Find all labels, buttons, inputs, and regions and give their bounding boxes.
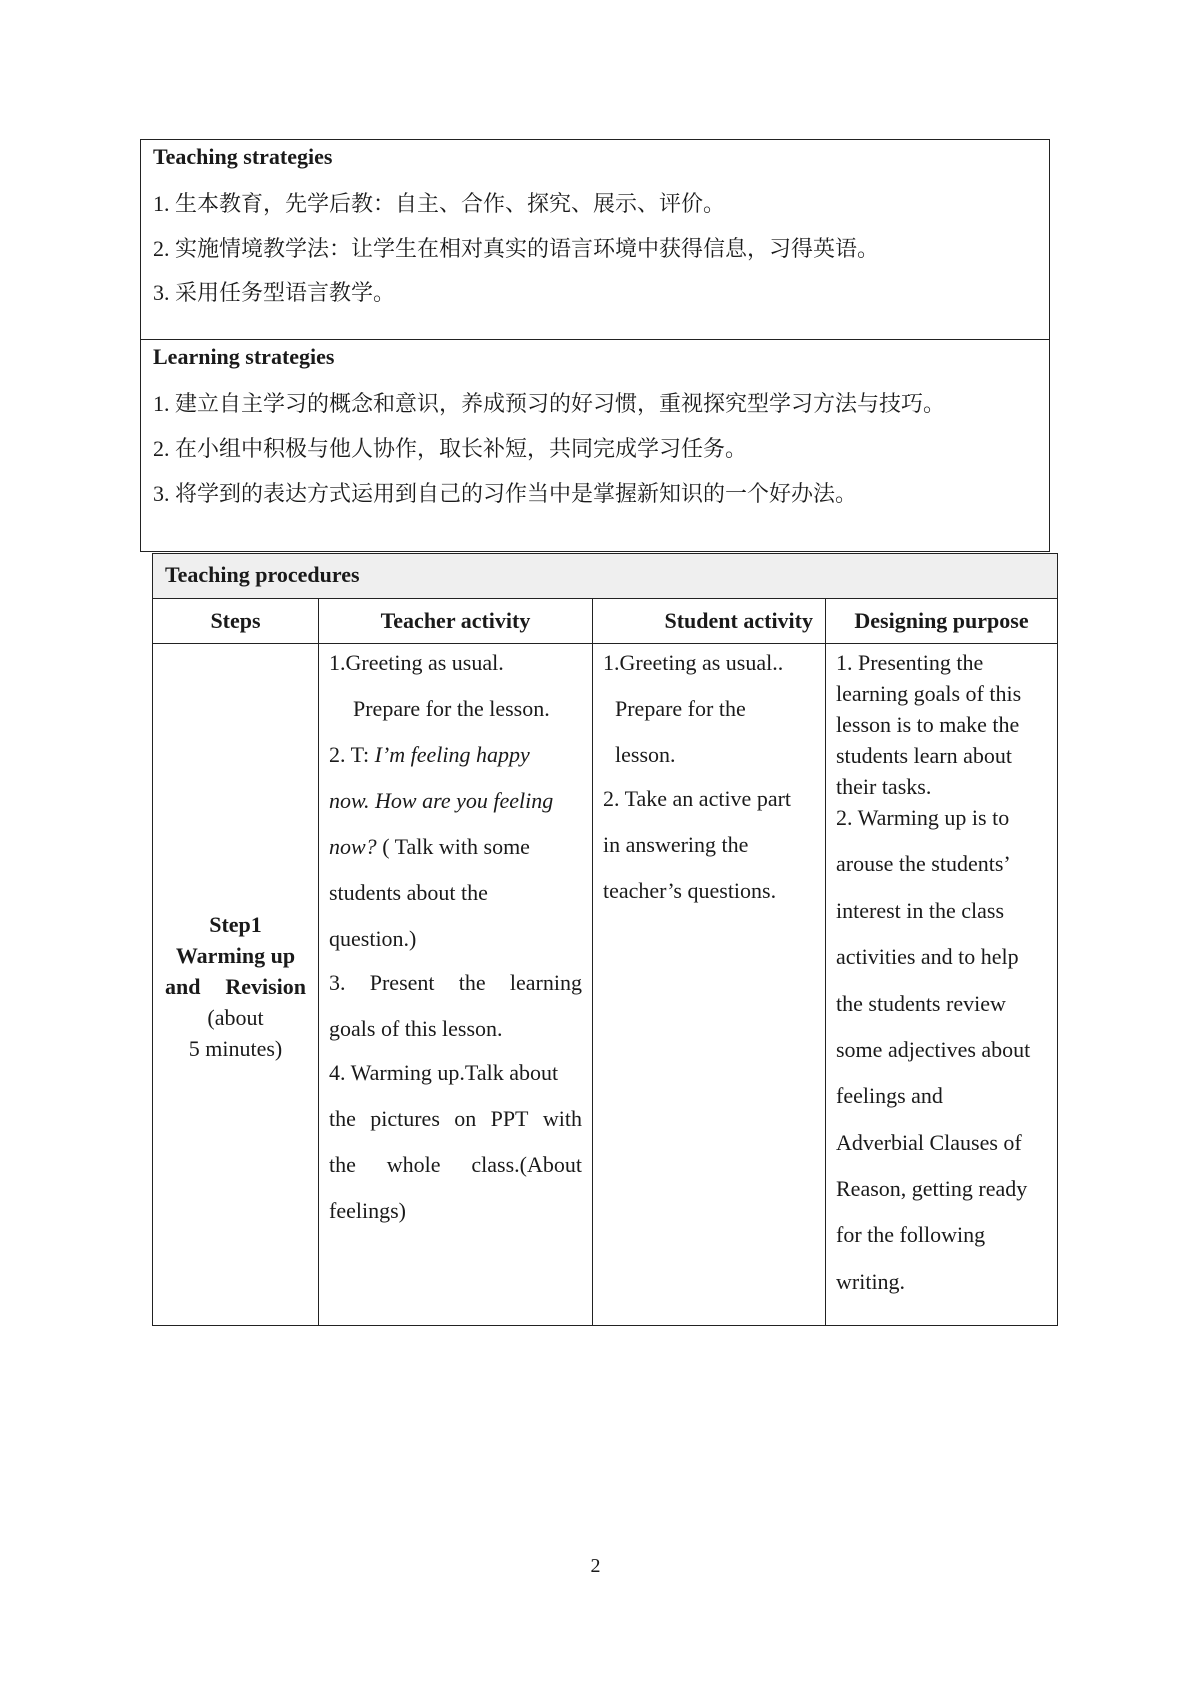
- teacher-activity-word: the: [458, 970, 486, 995]
- designing-purpose-line: for the following: [836, 1222, 986, 1247]
- teacher-activity-word: PPT: [490, 1106, 529, 1131]
- designing-purpose-line: writing.: [836, 1269, 906, 1294]
- designing-purpose-line: students learn about: [836, 743, 1012, 768]
- header-student-activity: [592, 598, 826, 644]
- page-number: 2: [590, 1555, 601, 1577]
- learning-strategies-box: [140, 339, 1050, 552]
- teacher-activity-line: [329, 1152, 582, 1178]
- teacher-activity-text: ( Talk with some: [376, 834, 530, 859]
- learning-strategy-item: 3. 将学到的表达方式运用到自己的习作当中是掌握新知识的一个好办法。: [153, 481, 858, 506]
- step-phase-word: and: [165, 974, 201, 999]
- learning-strategy-item: 2. 在小组中积极与他人协作，取长补短，共同完成学习任务。: [153, 436, 748, 461]
- header-steps-label: Steps: [210, 608, 261, 633]
- designing-purpose-line: feelings and: [836, 1083, 943, 1108]
- teacher-activity-line: [329, 742, 530, 768]
- teacher-activity-word: whole: [386, 1152, 441, 1177]
- teacher-activity-line: [329, 788, 553, 814]
- teacher-activity-word: class.(About: [471, 1152, 582, 1177]
- teacher-activity-word: on: [454, 1106, 477, 1131]
- teacher-activity-line: goals of this lesson.: [329, 1016, 503, 1041]
- designing-purpose-line: their tasks.: [836, 774, 932, 799]
- teacher-activity-quote: I’m feeling happy: [374, 742, 530, 767]
- learning-strategies-title: Learning strategies: [153, 344, 335, 369]
- teacher-activity-quote: now?: [329, 834, 377, 859]
- student-activity-line: Prepare for the: [615, 696, 746, 721]
- designing-purpose-line: Reason, getting ready: [836, 1176, 1028, 1201]
- teacher-activity-text: 2. T:: [329, 742, 375, 767]
- designing-purpose-line: activities and to help: [836, 944, 1019, 969]
- learning-strategy-item: 1. 建立自主学习的概念和意识，养成预习的好习惯，重视探究型学习方法与技巧。: [153, 391, 946, 416]
- header-student-activity-label: Student activity: [664, 608, 813, 633]
- student-activity-line: 1.Greeting as usual..: [603, 650, 784, 675]
- header-teacher-activity-label: Teacher activity: [380, 608, 531, 633]
- teacher-activity-cell: [318, 643, 593, 1326]
- teacher-activity-word: with: [542, 1106, 582, 1131]
- teaching-strategies-title: Teaching strategies: [153, 144, 333, 169]
- teacher-activity-word: Present: [369, 970, 435, 995]
- teacher-activity-line: [329, 970, 582, 996]
- designing-purpose-line: interest in the class: [836, 898, 1005, 923]
- teaching-strategy-item: 1. 生本教育，先学后教：自主、合作、探究、展示、评价。: [153, 191, 726, 216]
- teacher-activity-word: 3.: [329, 970, 346, 995]
- header-teacher-activity: [318, 598, 593, 644]
- designing-purpose-line: some adjectives about: [836, 1037, 1031, 1062]
- header-designing-purpose: [825, 598, 1058, 644]
- designing-purpose-line: Adverbial Clauses of: [836, 1130, 1022, 1155]
- teacher-activity-word: the: [329, 1106, 356, 1131]
- student-activity-line: teacher’s questions.: [603, 878, 777, 903]
- step-phase-word: Revision: [225, 974, 306, 999]
- designing-purpose-line: lesson is to make the: [836, 712, 1020, 737]
- designing-purpose-line: the students review: [836, 991, 1006, 1016]
- teacher-activity-line: students about the: [329, 880, 488, 905]
- teacher-activity-line: 1.Greeting as usual.: [329, 650, 504, 675]
- procedures-title: Teaching procedures: [165, 562, 360, 587]
- step-duration: (about: [207, 1005, 264, 1030]
- teacher-activity-line: feelings): [329, 1198, 406, 1223]
- designing-purpose-line: learning goals of this: [836, 681, 1022, 706]
- student-activity-line: lesson.: [615, 742, 676, 767]
- step-duration: 5 minutes): [188, 1036, 283, 1061]
- teacher-activity-line: Prepare for the lesson.: [353, 696, 550, 721]
- teacher-activity-quote: now. How are you feeling: [329, 788, 554, 813]
- teaching-strategy-item: 3. 采用任务型语言教学。: [153, 280, 396, 305]
- teacher-activity-line: 4. Warming up.Talk about: [329, 1060, 559, 1085]
- designing-purpose-line: 1. Presenting the: [836, 650, 984, 675]
- designing-purpose-line: arouse the students’: [836, 851, 1011, 876]
- step1-cell: [152, 643, 319, 1326]
- teaching-strategies-box: [140, 139, 1050, 340]
- designing-purpose-cell: [825, 643, 1058, 1326]
- teacher-activity-line: [329, 1106, 582, 1132]
- teacher-activity-word: pictures: [370, 1106, 440, 1131]
- student-activity-line: 2. Take an active part: [603, 786, 792, 811]
- student-activity-cell: [592, 643, 826, 1326]
- teacher-activity-line: [329, 834, 530, 860]
- teacher-activity-word: learning: [509, 970, 582, 995]
- step-label: Step1: [209, 912, 262, 937]
- step-phase-label: Warming up: [175, 943, 296, 968]
- student-activity-line: in answering the: [603, 832, 749, 857]
- teacher-activity-line: question.): [329, 926, 417, 951]
- header-steps: [152, 598, 319, 644]
- step-phase-label: [153, 971, 318, 1002]
- procedures-title-cell: [152, 553, 1058, 599]
- teaching-strategy-item: 2. 实施情境教学法：让学生在相对真实的语言环境中获得信息，习得英语。: [153, 236, 880, 261]
- teacher-activity-word: the: [329, 1152, 356, 1177]
- designing-purpose-line: 2. Warming up is to: [836, 805, 1010, 830]
- teaching-procedures-table: [152, 553, 1058, 1326]
- header-designing-purpose-label: Designing purpose: [854, 608, 1029, 633]
